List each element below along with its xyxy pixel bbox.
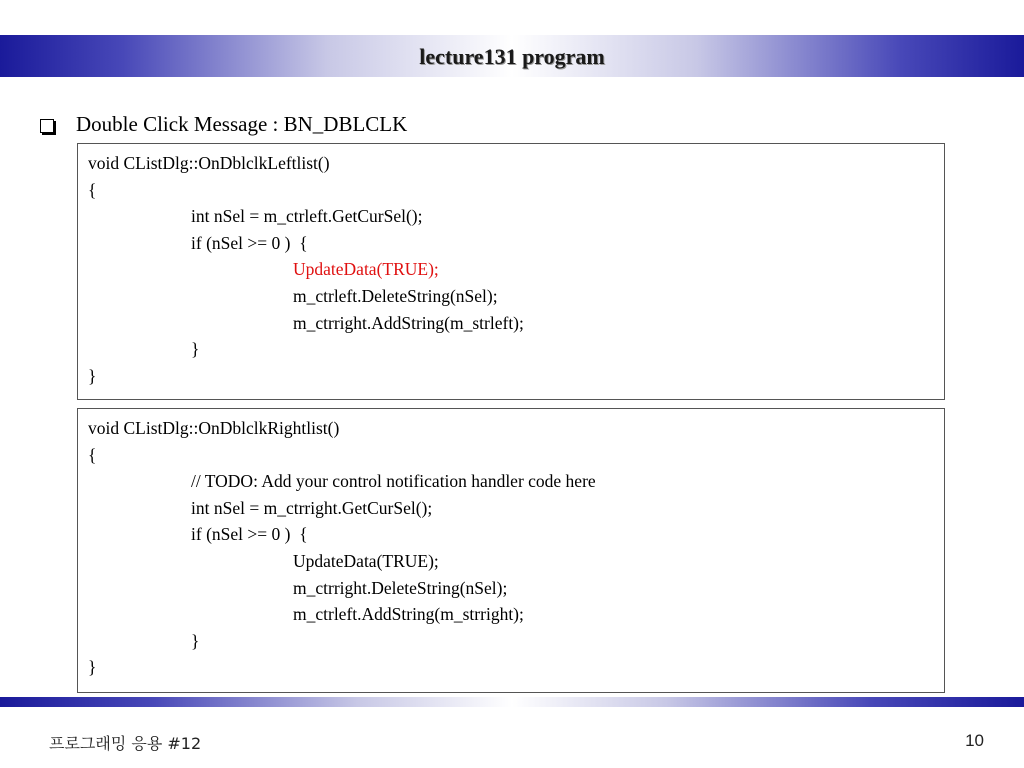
bullet-text: Double Click Message : BN_DBLCLK xyxy=(76,112,408,136)
code-line: m_ctrleft.DeleteString(nSel); xyxy=(293,285,498,306)
code-line: { xyxy=(88,444,97,465)
slide-title: lecture131 program xyxy=(419,44,605,69)
code-line: } xyxy=(88,657,97,678)
code-line: UpdateData(TRUE); xyxy=(293,259,439,280)
code-block-right-list xyxy=(77,408,945,693)
code-line: // TODO: Add your control notification handler code here xyxy=(191,471,596,492)
course-label: 프로그래밍 응용 #12 xyxy=(49,734,202,753)
footer-band xyxy=(0,697,1024,707)
code-line: if (nSel >= 0 ) { xyxy=(191,232,308,253)
page-number: 10 xyxy=(965,731,984,750)
code-line: int nSel = m_ctrleft.GetCurSel(); xyxy=(191,206,423,227)
code-line: if (nSel >= 0 ) { xyxy=(191,524,308,545)
code-line: } xyxy=(88,365,97,386)
code-line: UpdateData(TRUE); xyxy=(293,550,439,571)
code-line: int nSel = m_ctrright.GetCurSel(); xyxy=(191,497,433,518)
code-line: } xyxy=(191,339,200,360)
bullet-item xyxy=(40,112,407,137)
code-line: { xyxy=(88,179,97,200)
code-line: } xyxy=(191,630,200,651)
code-line: m_ctrleft.AddString(m_strright); xyxy=(293,604,524,625)
code-line: void CListDlg::OnDblclkLeftlist() xyxy=(88,153,330,173)
checkbox-bullet-icon xyxy=(40,119,54,133)
code-line: void CListDlg::OnDblclkRightlist() xyxy=(88,418,340,438)
code-line: m_ctrright.AddString(m_strleft); xyxy=(293,312,524,333)
code-block-left-list xyxy=(77,143,945,400)
code-line: m_ctrright.DeleteString(nSel); xyxy=(293,577,508,598)
